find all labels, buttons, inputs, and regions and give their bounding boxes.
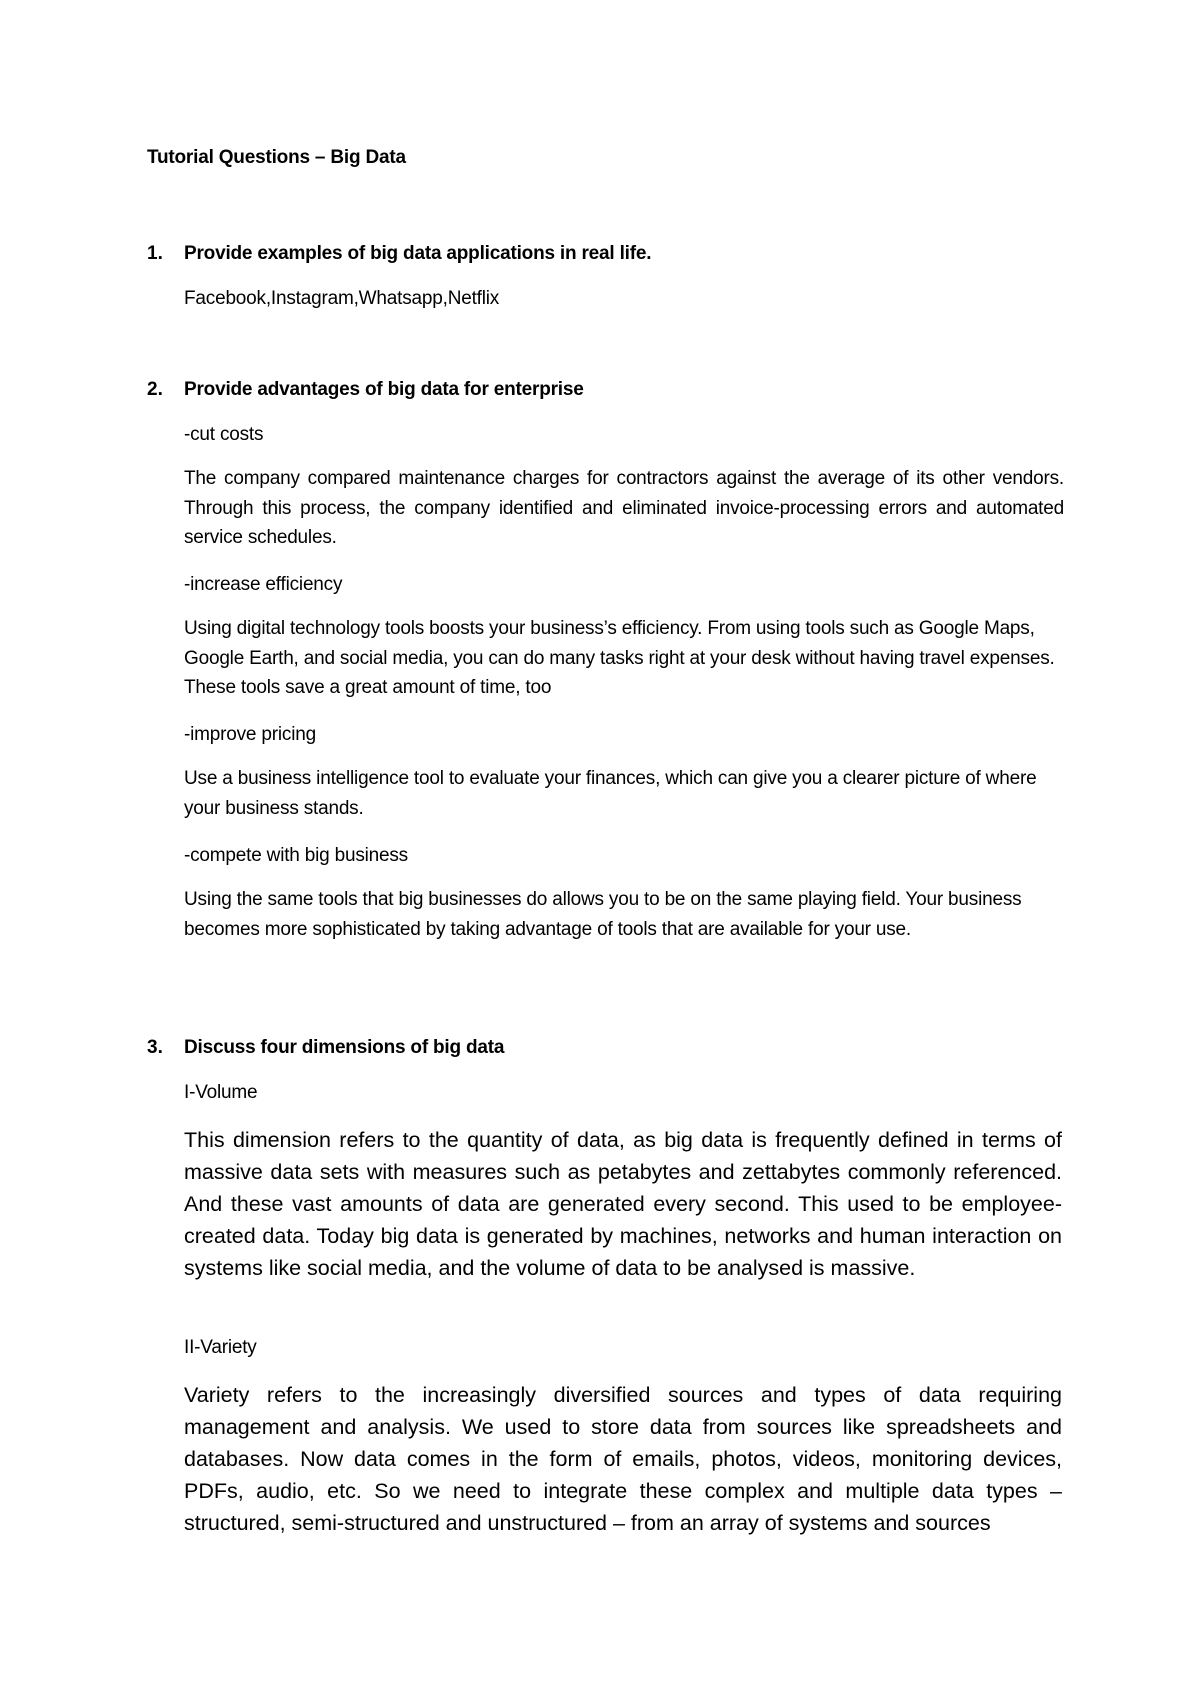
- dimension-body-variety: Variety refers to the increasingly diversified sources and types of data requiring management and analysis. We used to store data from sources like spreadsheets and databases. Now data comes in the form of emails, photos, videos, monitoring devices, PDFs, audio, etc. So we need to integrate these complex and multiple data types – structured, semi-structured and unstructured – from an array of systems and sources: [184, 1383, 1062, 1535]
- advantage-heading-improve-pricing: -improve pricing: [184, 724, 316, 745]
- advantage-body-improve-pricing: Use a business intelligence tool to evaluate your finances, which can give you a clearer picture of where your business stands.: [184, 768, 1037, 819]
- document-title: Tutorial Questions – Big Data: [147, 147, 406, 168]
- question-3-number: 3.: [147, 1037, 163, 1058]
- dimension-heading-volume: I-Volume: [184, 1082, 258, 1103]
- question-2-text: Provide advantages of big data for enterprise: [184, 379, 584, 400]
- dimension-body-volume: This dimension refers to the quantity of data, as big data is frequently defined in terms of massive data sets with measures such as petabytes and zettabytes commonly referenced. And these vast amounts of data are generated every second. This used to be employee-created data. Today big data is generated by machines, networks and human interaction on systems like social media, and the volume of data to be analysed is massive.: [184, 1128, 1062, 1280]
- question-1-number: 1.: [147, 243, 163, 264]
- advantage-heading-compete-with-big-business: -compete with big business: [184, 845, 408, 866]
- question-3-text: Discuss four dimensions of big data: [184, 1037, 505, 1058]
- dimension-heading-variety: II-Variety: [184, 1337, 257, 1358]
- advantage-heading-increase-efficiency: -increase efficiency: [184, 574, 343, 595]
- question-2-number: 2.: [147, 379, 163, 400]
- advantage-body-compete-with-big-business: Using the same tools that big businesses do allows you to be on the same playing field. Your business becomes more sophisticated by taking advantage of tools that are available for your use.: [184, 889, 1022, 940]
- advantage-heading-cut-costs: -cut costs: [184, 424, 264, 445]
- advantage-body-cut-costs: The company compared maintenance charges for contractors against the average of its other vendors. Through this process, the company identified and eliminated invoice-processing errors and automated service schedules.: [184, 468, 1064, 548]
- advantage-body-increase-efficiency: Using digital technology tools boosts your business’s efficiency. From using tools such as Google Maps, Google Earth, and social media, you can do many tasks right at your desk without having travel expenses. These tools save a great amount of time, too: [184, 618, 1055, 698]
- question-1-answer: Facebook,Instagram,Whatsapp,Netflix: [184, 288, 500, 309]
- question-1-text: Provide examples of big data applications in real life.: [184, 243, 652, 264]
